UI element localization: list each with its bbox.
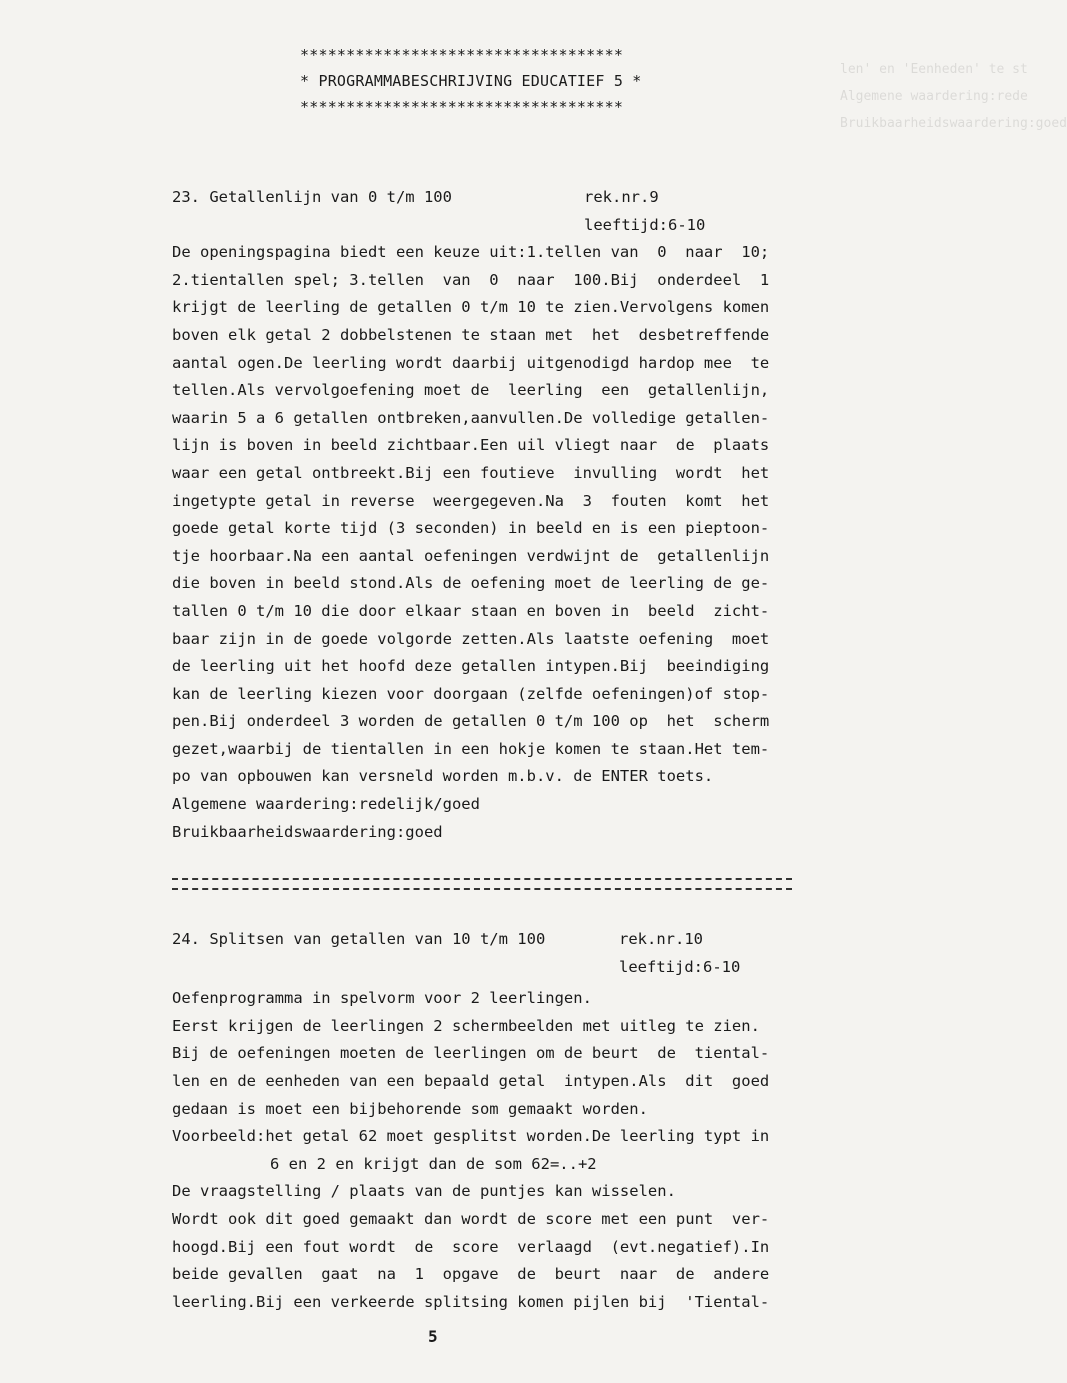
body-line: baar zijn in de goede volgorde zetten.Als laatste oefening moet [172, 629, 770, 648]
body-line: waarin 5 a 6 getallen ontbreken,aanvullen.De volledige getallen- [172, 408, 770, 427]
body-line: Bij de oefeningen moeten de leerlingen om de beurt de tiental- [172, 1044, 770, 1063]
body-line: pen.Bij onderdeel 3 worden de getallen 0 t/m 100 op het scherm [172, 712, 770, 731]
section-23-title: 23. Getallenlijn van 0 t/m 100 [172, 188, 452, 206]
body-line: tallen 0 t/m 10 die door elkaar staan en boven in beeld zicht- [172, 601, 770, 620]
body-line: hoogd.Bij een fout wordt de score verlaagd (evt.negatief).In [172, 1237, 770, 1256]
body-line: goede getal korte tijd (3 seconden) in beeld en is een pieptoon- [172, 519, 770, 538]
section-24 [172, 926, 792, 1316]
body-line: die boven in beeld stond.Als de oefening moet de leerling de ge- [172, 574, 770, 593]
body-line: tellen.Als vervolgoefening moet de leerling een getallenlijn, [172, 381, 770, 400]
section-24-title: 24. Splitsen van getallen van 10 t/m 100 [172, 930, 546, 948]
section-24-rek: rek.nr.10 [619, 930, 703, 948]
body-line: boven elk getal 2 dobbelstenen te staan met het desbetreffende [172, 325, 770, 344]
body-line: 2.tientallen spel; 3.tellen van 0 naar 100.Bij onderdeel 1 [172, 270, 770, 289]
section-23-body [172, 239, 792, 846]
document-header [300, 42, 670, 120]
body-line: po van opbouwen kan versneld worden m.b.v. de ENTER toets. [172, 767, 714, 786]
body-line: De vraagstelling / plaats van de puntjes kan wisselen. [172, 1182, 676, 1201]
overall-rating: Algemene waardering:redelijk/goed [172, 795, 480, 814]
body-line: De openingspagina biedt een keuze uit:1.tellen van 0 naar 10; [172, 243, 770, 262]
body-line: gezet,waarbij de tientallen in een hokje komen te staan.Het tem- [172, 739, 770, 758]
section-24-header [172, 926, 792, 954]
body-line: Eerst krijgen de leerlingen 2 schermbeelden met uitleg te zien. [172, 1016, 760, 1035]
header-stars-top: *********************************** [300, 46, 624, 64]
section-23-subheader [172, 212, 792, 240]
section-divider [172, 878, 792, 890]
body-line: krijgt de leerling de getallen 0 t/m 10 te zien.Vervolgens komen [172, 298, 770, 317]
body-line: waar een getal ontbreekt.Bij een foutieve invulling wordt het [172, 463, 770, 482]
section-23 [172, 184, 792, 846]
bleed-through-text: len' en 'Eenheden' te st Algemene waardering:rede Bruikbaarheidswaardering:goed [840, 62, 1067, 131]
body-line: len en de eenheden van een bepaald getal intypen.Als dit goed [172, 1071, 770, 1090]
section-24-body [172, 985, 792, 1316]
page-number: 5 [428, 1327, 438, 1346]
section-23-age: leeftijd:6-10 [584, 215, 706, 234]
body-line: de leerling uit het hoofd deze getallen intypen.Bij beeindiging [172, 657, 770, 676]
body-line: Voorbeeld:het getal 62 moet gesplitst worden.De leerling typt in [172, 1127, 770, 1146]
section-23-rek: rek.nr.9 [584, 188, 659, 206]
body-line: kan de leerling kiezen voor doorgaan (zelfde oefeningen)of stop- [172, 684, 770, 703]
body-line: beide gevallen gaat na 1 opgave de beurt naar de andere [172, 1265, 770, 1284]
header-stars-bottom: *********************************** [300, 98, 624, 116]
body-line: Wordt ook dit goed gemaakt dan wordt de score met een punt ver- [172, 1209, 770, 1228]
usability-rating: Bruikbaarheidswaardering:goed [172, 822, 443, 841]
header-title: * PROGRAMMABESCHRIJVING EDUCATIEF 5 * [300, 72, 642, 90]
section-24-subheader [172, 954, 792, 982]
body-line: Oefenprogramma in spelvorm voor 2 leerlingen. [172, 989, 592, 1008]
body-line: gedaan is moet een bijbehorende som gemaakt worden. [172, 1099, 648, 1118]
body-line: lijn is boven in beeld zichtbaar.Een uil vliegt naar de plaats [172, 436, 770, 455]
body-line: tje hoorbaar.Na een aantal oefeningen verdwijnt de getallenlijn [172, 546, 770, 565]
body-line: aantal ogen.De leerling wordt daarbij uitgenodigd hardop mee te [172, 353, 770, 372]
section-23-header [172, 184, 792, 212]
body-line: 6 en 2 en krijgt dan de som 62=..+2 [270, 1154, 597, 1173]
body-line: ingetypte getal in reverse weergegeven.Na 3 fouten komt het [172, 491, 770, 510]
section-24-age: leeftijd:6-10 [619, 957, 741, 976]
body-line: leerling.Bij een verkeerde splitsing komen pijlen bij 'Tiental- [172, 1292, 770, 1311]
